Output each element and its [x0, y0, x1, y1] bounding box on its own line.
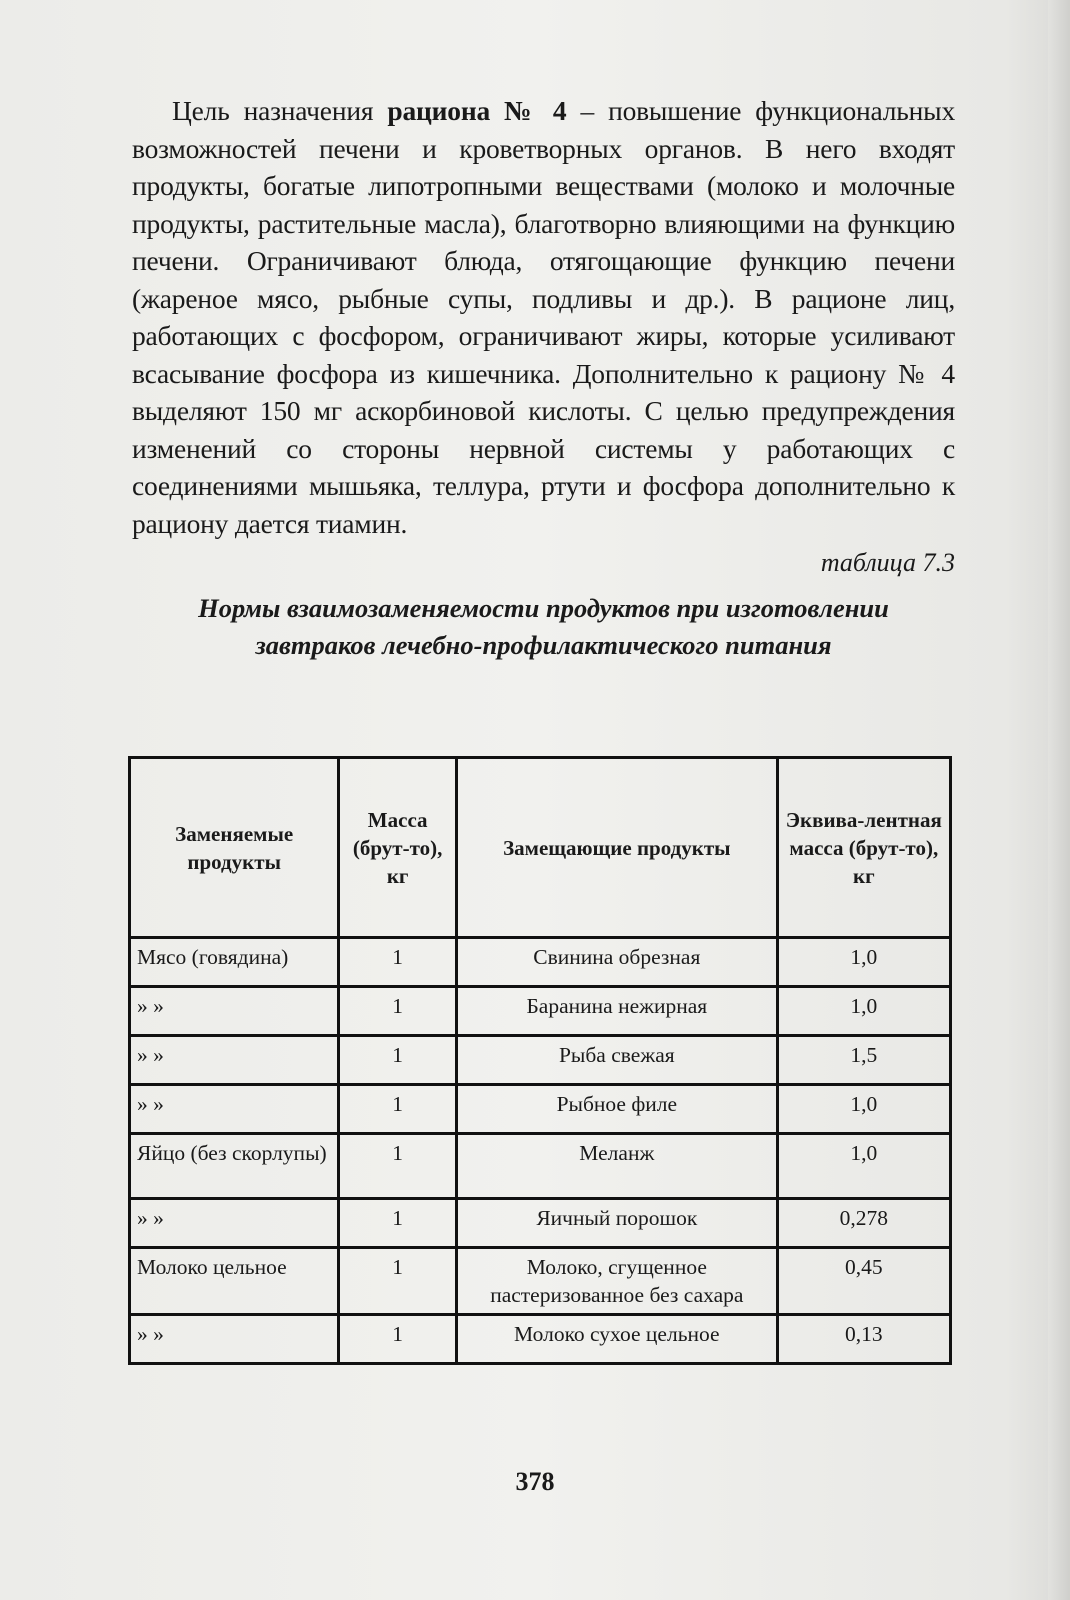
cell-mass: 1 [339, 987, 457, 1036]
cell-mass: 1 [339, 1199, 457, 1248]
cell-replaced: » » [130, 1036, 339, 1085]
table-row [130, 987, 951, 1036]
table-row [130, 1248, 951, 1315]
cell-mass: 1 [339, 1085, 457, 1134]
cell-replaced: Яйцо (без скорлупы) [130, 1134, 339, 1199]
header-mass: Масса (брут-то), кг [339, 758, 457, 938]
cell-replaced: » » [130, 1199, 339, 1248]
table-row [130, 1199, 951, 1248]
text-block [132, 92, 955, 664]
cell-replaced: Мясо (говядина) [130, 938, 339, 987]
cell-replacing: Баранина нежирная [456, 987, 777, 1036]
cell-mass: 1 [339, 1036, 457, 1085]
cell-replacing: Молоко сухое цельное [456, 1315, 777, 1364]
header-replacing-products: Замещающие продукты [456, 758, 777, 938]
cell-replacing: Яичный порошок [456, 1199, 777, 1248]
cell-mass: 1 [339, 1248, 457, 1315]
table-row [130, 1134, 951, 1199]
header-equivalent-mass: Эквива-лентная масса (брут-то), кг [777, 758, 950, 938]
cell-equivalent: 0,45 [777, 1248, 950, 1315]
table-row [130, 1036, 951, 1085]
table-title: Нормы взаимозаменяемости продуктов при изготовлении завтраков лечебно-профилактического питания [198, 593, 889, 660]
cell-mass: 1 [339, 1134, 457, 1199]
table-row [130, 938, 951, 987]
norms-table [128, 756, 952, 1365]
cell-equivalent: 0,278 [777, 1199, 950, 1248]
cell-replaced: Молоко цельное [130, 1248, 339, 1315]
table-row [130, 1085, 951, 1134]
cell-replacing: Рыба свежая [456, 1036, 777, 1085]
cell-replaced: » » [130, 987, 339, 1036]
cell-mass: 1 [339, 938, 457, 987]
body-paragraph [132, 92, 955, 542]
table-header-row [130, 758, 951, 938]
paragraph-lead: Цель назначения [172, 95, 388, 126]
cell-replacing: Рыбное филе [456, 1085, 777, 1134]
paragraph-rest: – повышение функциональных возможностей печени и кроветворных органов. В него входят продукты, богатые липотропными веществами (молоко и молочные продукты, растительные масла), благотворно влияющими на функцию печени. Ограничивают блюда, отягощающие функцию печени (жареное мясо, рыбные супы, подливы и др.). В рационе лиц, работающих с фосфором, ограничивают жиры, которые усиливают всасывание фосфора из кишечника. Дополнительно к рациону № 4 выделяют 150 мг аскорбиновой кислоты. С целью предупреждения изменений со стороны нервной системы у работающих с соединениями мышьяка, теллура, ртути и фосфора дополнительно к рациону дается тиамин. [132, 95, 955, 539]
cell-replaced: » » [130, 1315, 339, 1364]
cell-replacing: Свинина обрезная [456, 938, 777, 987]
cell-mass: 1 [339, 1315, 457, 1364]
header-replaced-products: Заменяемые продукты [130, 758, 339, 938]
paragraph-emphasis: рациона № 4 [387, 95, 567, 126]
cell-equivalent: 1,0 [777, 1134, 950, 1199]
cell-equivalent: 1,0 [777, 1085, 950, 1134]
cell-replacing: Меланж [456, 1134, 777, 1199]
cell-replacing: Молоко, сгущенное пастеризованное без сахара [456, 1248, 777, 1315]
cell-replaced: » » [130, 1085, 339, 1134]
cell-equivalent: 1,0 [777, 987, 950, 1036]
table-row [130, 1315, 951, 1364]
table-label: таблица 7.3 [820, 548, 955, 577]
cell-equivalent: 0,13 [777, 1315, 950, 1364]
page-edge-shadow [1048, 0, 1070, 1600]
cell-equivalent: 1,5 [777, 1036, 950, 1085]
page-number: 378 [515, 1467, 555, 1496]
cell-equivalent: 1,0 [777, 938, 950, 987]
